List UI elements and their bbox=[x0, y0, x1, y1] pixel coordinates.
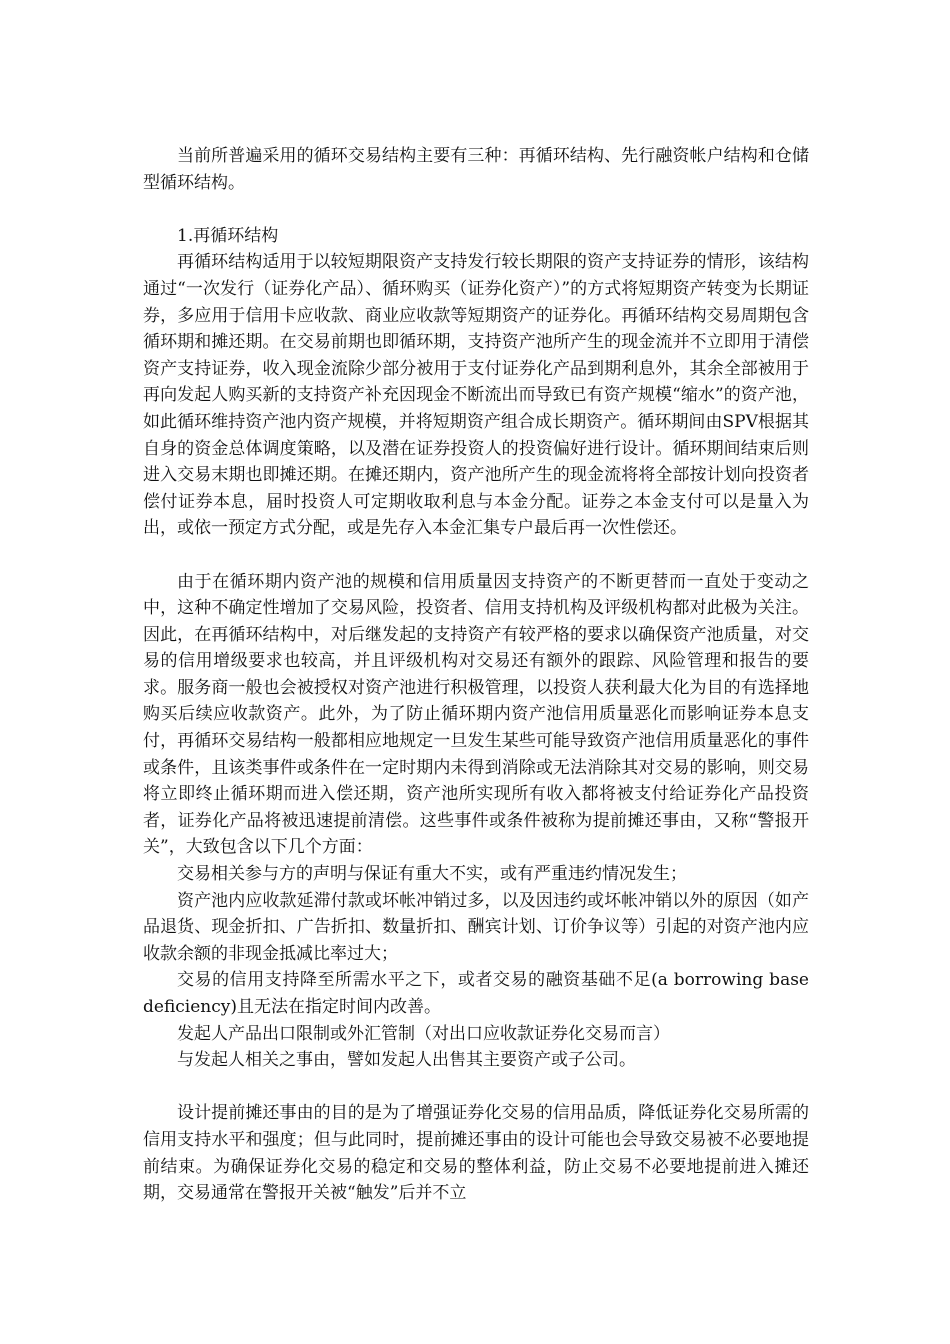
paragraph-early-amortization: 由于在循环期内资产池的规模和信用质量因支持资产的不断更替而一直处于变动之中，这种不确定性增加了交易风险，投资者、信用支持机构及评级机构都对此极为关注。因此，在再循环结构中，对后继发起的支持资产有较严格的要求以确保资产池质量，对交易的信用增级要求也较高，并且评级机构对交易还有额外的跟踪、风险管理和报告的要求。服务商一般也会被授权对资产池进行积极管理，以投资人获利最大化为目的有选择地购买后续应收款资产。此外，为了防止循环期内资产池信用质量恶化而影响证券本息支付，再循环交易结构一般都相应地规定一旦发生某些可能导致资产池信用质量恶化的事件或条件，且该类事件或条件在一定时期内未得到消除或无法消除其对交易的影响，则交易将立即终止循环期而进入偿还期，资产池所实现所有收入都将被支付给证券化产品投资者，证券化产品将被迅速提前清偿。这些事件或条件被称为提前摊还事由，又称“警报开关”，大致包含以下几个方面： bbox=[143, 571, 809, 858]
list-item: 交易相关参与方的声明与保证有重大不实，或有严重违约情况发生； bbox=[177, 864, 687, 885]
spacer bbox=[143, 196, 809, 223]
spacer bbox=[143, 542, 809, 569]
document-page bbox=[143, 143, 809, 1207]
list-item: 发起人产品出口限制或外汇管制（对出口应收款证券化交易而言） bbox=[177, 1023, 670, 1044]
paragraph-recycling-structure: 再循环结构适用于以较短期限资产支持发行较长期限的资产支持证券的情形，该结构通过“一次发行（证券化产品）、循环购买（证券化资产）”的方式将短期资产转变为长期证券，多应用于信用卡应收款、商业应收款等短期资产的证券化。再循环结构交易周期包含循环期和摊还期。在交易前期也即循环期，支持资产池所产生的现金流并不立即用于清偿资产支持证券，收入现金流除少部分被用于支付证券化产品到期利息外，其余全部被用于再向发起人购买新的支持资产补充因现金不断流出而导致已有资产规模“缩水”的资产池，如此循环维持资产池内资产规模，并将短期资产组合成长期资产。循环期间由SPV根据其自身的资金总体调度策略，以及潜在证券投资人的投资偏好进行设计。循环期间结束后则进入交易末期也即摊还期。在摊还期内，资产池所产生的现金流将将全部按计划向投资者偿付证券本息，届时投资人可定期收取利息与本金分配。证券之本金支付可以是量入为出，或依一预定方式分配，或是先存入本金汇集专户最后再一次性偿还。 bbox=[143, 252, 809, 539]
section-heading: 1.再循环结构 bbox=[177, 225, 279, 246]
list-item: 交易的信用支持降至所需水平之下，或者交易的融资基础不足(a borrowing base deficiency)且无法在指定时间内改善。 bbox=[143, 970, 809, 1017]
list-item: 资产池内应收款延滞付款或坏帐冲销过多，以及因违约或坏帐冲销以外的原因（如产品退货、现金折扣、广告折扣、数量折扣、酬宾计划、订价争议等）引起的对资产池内应收款余额的非现金抵减比率过大； bbox=[143, 890, 809, 964]
intro-paragraph: 当前所普遍采用的循环交易结构主要有三种：再循环结构、先行融资帐户结构和仓储型循环结构。 bbox=[143, 146, 809, 193]
list-item: 与发起人相关之事由，譬如发起人出售其主要资产或子公司。 bbox=[177, 1050, 636, 1071]
paragraph-design-purpose: 设计提前摊还事由的目的是为了增强证券化交易的信用品质，降低证券化交易所需的信用支持水平和强度；但与此同时，提前摊还事由的设计可能也会导致交易被不必要地提前结束。为确保证券化交易的稳定和交易的整体利益，防止交易不必要地提前进入摊还期，交易通常在警报开关被“触发”后并不立 bbox=[143, 1103, 809, 1204]
spacer bbox=[143, 1074, 809, 1101]
